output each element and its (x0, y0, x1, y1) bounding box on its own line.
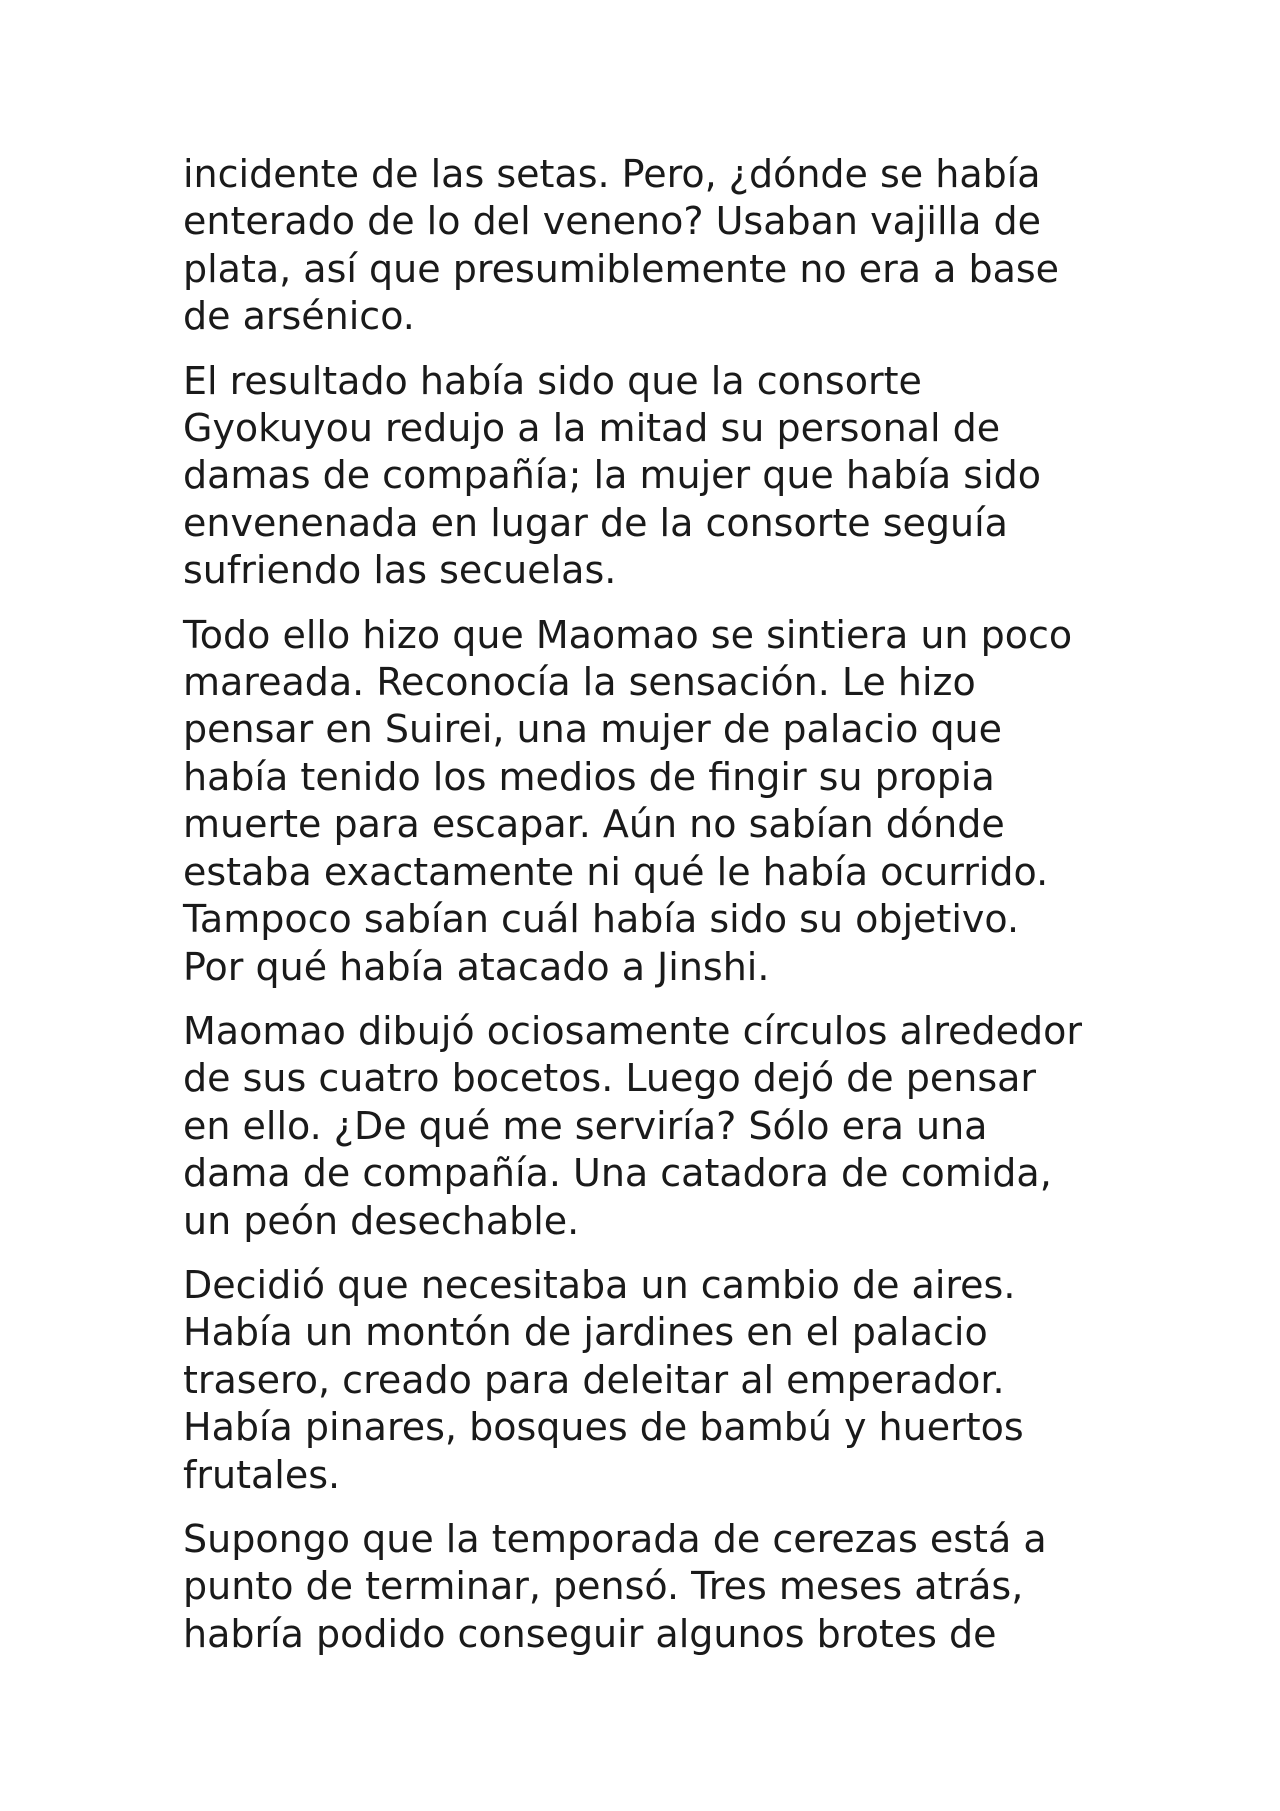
text-line: trasero, creado para deleitar al emperador. (183, 1357, 1005, 1402)
paragraph-4 (183, 1008, 1113, 1245)
text-line: dama de compañía. Una catadora de comida, (183, 1151, 1052, 1196)
text-line: Decidió que necesitaba un cambio de aires. (183, 1262, 1016, 1307)
text-line: plata, así que presumiblemente no era a base (183, 246, 1060, 291)
text-line: Por qué había atacado a Jinshi. (183, 944, 770, 989)
paragraph-1 (183, 151, 1113, 341)
text-line: Todo ello hizo que Maomao se sintiera un poco (183, 612, 1073, 657)
text-line: de sus cuatro bocetos. Luego dejó de pensar (183, 1056, 1037, 1101)
text-line: El resultado había sido que la consorte (183, 358, 922, 403)
text-line: Tampoco sabían cuál había sido su objetivo. (183, 897, 1020, 942)
text-line: Había pinares, bosques de bambú y huertos (183, 1405, 1024, 1450)
text-line: había tenido los medios de fingir su propia (183, 754, 995, 799)
text-line: enterado de lo del veneno? Usaban vajilla de (183, 199, 1041, 244)
paragraph-6 (183, 1516, 1113, 1658)
text-line: Había un montón de jardines en el palacio (183, 1310, 988, 1355)
text-line: punto de terminar, pensó. Tres meses atrás, (183, 1564, 1024, 1609)
paragraph-2 (183, 358, 1113, 595)
text-line: muerte para escapar. Aún no sabían dónde (183, 802, 1005, 847)
text-line: incidente de las setas. Pero, ¿dónde se había (183, 152, 1041, 196)
body-text (183, 151, 1113, 1675)
text-line: pensar en Suirei, una mujer de palacio que (183, 707, 1003, 752)
paragraph-3 (183, 612, 1113, 991)
text-line: frutales. (183, 1452, 341, 1497)
text-line: Gyokuyou redujo a la mitad su personal de (183, 406, 1001, 451)
text-line: en ello. ¿De qué me serviría? Sólo era una (183, 1103, 988, 1148)
text-line: un peón desechable. (183, 1198, 580, 1243)
paragraph-5 (183, 1262, 1113, 1499)
text-line: mareada. Reconocía la sensación. Le hizo (183, 660, 976, 705)
text-line: Supongo que la temporada de cerezas está a (183, 1516, 1047, 1561)
text-line: Maomao dibujó ociosamente círculos alrededor (183, 1008, 1082, 1053)
text-line: estaba exactamente ni qué le había ocurrido. (183, 849, 1049, 894)
text-line: de arsénico. (183, 294, 415, 339)
text-line: damas de compañía; la mujer que había sido (183, 453, 1042, 498)
text-line: habría podido conseguir algunos brotes de (183, 1611, 997, 1656)
text-line: sufriendo las secuelas. (183, 548, 617, 593)
text-line: envenenada en lugar de la consorte seguía (183, 500, 1008, 545)
